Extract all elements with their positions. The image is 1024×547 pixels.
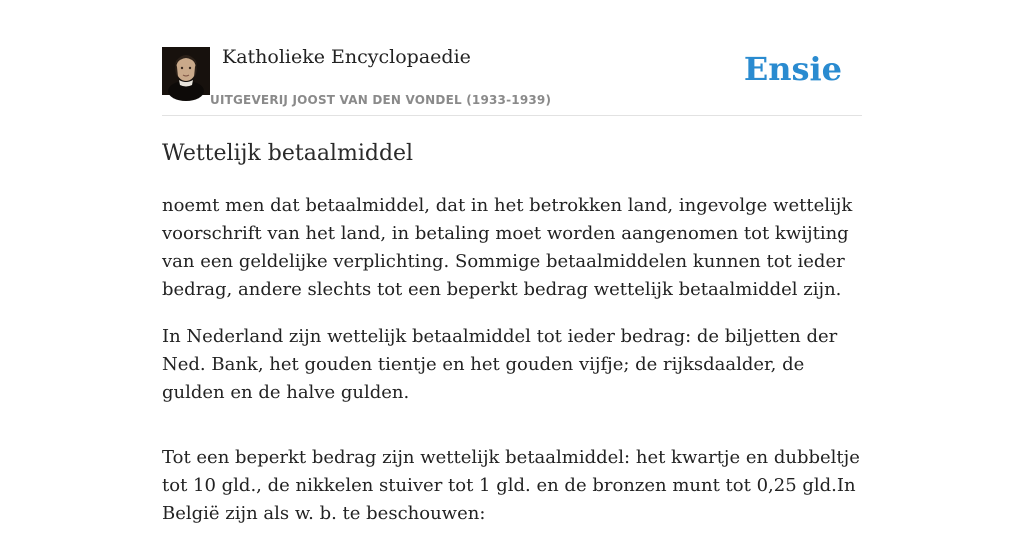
site-header <box>162 46 862 116</box>
publisher-label: UITGEVERIJ JOOST VAN DEN VONDEL (1933-1939) <box>210 93 552 107</box>
article-paragraph: noemt men dat betaalmiddel, dat in het betrokken land, ingevolge wettelijk voorschrift van het land, in betaling moet worden aangenomen tot kwijting van een geldelijke verplichting. Sommige betaalmiddelen kunnen tot ieder bedrag, andere slechts tot een beperkt bedrag wettelijk betaalmiddel zijn. <box>162 195 853 300</box>
book-title[interactable]: Katholieke Encyclopaedie <box>222 46 471 68</box>
article-paragraph: Tot een beperkt bedrag zijn wettelijk betaalmiddel: het kwartje en dubbeltje tot 10 gld., de nikkelen stuiver tot 1 gld. en de bronzen munt tot 0,25 gld.In België zijn als w. b. te beschouwen: <box>162 447 860 524</box>
page-title: Wettelijk betaalmiddel <box>162 141 414 166</box>
portrait-icon <box>162 47 210 95</box>
article-body <box>162 192 862 547</box>
portrait-avatar[interactable] <box>162 47 210 95</box>
ensie-logo[interactable]: Ensie <box>743 50 842 88</box>
article-paragraph: In Nederland zijn wettelijk betaalmiddel tot ieder bedrag: de biljetten der Ned. Bank, het gouden tientje en het gouden vijfje; de rijksdaalder, de gulden en de halve gulden. <box>162 326 838 403</box>
